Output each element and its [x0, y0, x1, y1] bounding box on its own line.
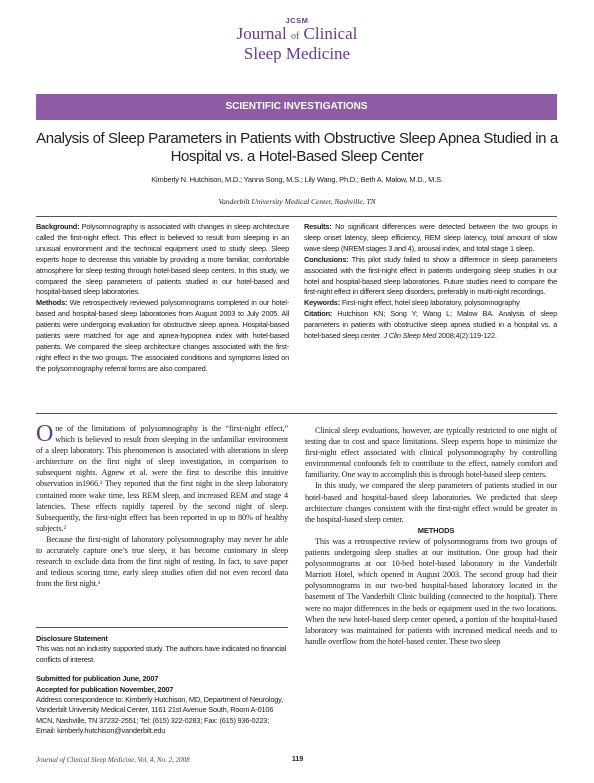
affiliation: Vanderbilt University Medical Center, Nashville, TN [218, 197, 376, 206]
intro-paragraph-4: In this study, we compared the sleep parameters of patients studied in our hotel-based and hospital-based sleep laboratories. We predicted that sleep architecture changes consistent with the first-night effect would be greater in the hospital-based sleep center. [305, 481, 557, 524]
abstract-right-column [304, 222, 557, 342]
section-banner: SCIENTIFIC INVESTIGATIONS [36, 94, 557, 120]
abstract-methods: Methods: We retrospectively reviewed polysomnograms completed in our hotel-based and hospital-based sleep laboratories from August 2003 to July 2005. All patients were undergoing evaluation for obstructive sleep apnea. Hospital-based patients were matched for age and apnea-hypopnea index with hotel-based patients. We compared the sleep architecture changes associated with the first-night effect in the two groups. The associated conditions and symptoms listed on the polysomnography referral forms are also compared. [36, 298, 289, 373]
submission-info [36, 674, 288, 736]
submitted-date: Submitted for publication June, 2007 [36, 674, 159, 684]
correspondence-address: Address correspondence to: Kimberly Hutchison, MD, Department of Neurology, Vanderbilt University Medical Center, 1161 21st Avenue South, Room A-0106 MCN, Nashville, TN 37232-2551; Tel: (615) 322-0283; Fax: (615) 936-0223; Email: kimberly.hutchison@vanderbilt.edu [36, 695, 283, 736]
abstract-results: Results: No significant differences were detected between the two groups in sleep onset latency, sleep efficiency, REM sleep latency, total amount of slow wave sleep (NREM stages 3 and 4), arousal index, and total stage 1 sleep. [304, 222, 557, 253]
author-list: Kimberly N. Hutchison, M.D.; Yanna Song, M.S.; Lily Wang, Ph.D.; Beth A. Malow, M.D., M.S. [151, 175, 443, 184]
abstract-background: Background: Polysomnography is associated with changes in sleep architecture called the first-night effect. This effect is believed to result from sleeping in an unusual environment and the technical equipment used to study sleep. Sleep experts hope to decrease this variable by providing a more familiar, comfortable atmosphere for sleep testing through hotel-based sleep centers. In this study, we compared the sleep parameters of patients studied in our hotel-based and hospital-based sleep laboratories. [36, 222, 289, 297]
journal-masthead [0, 16, 594, 62]
methods-paragraph-1: This was a retrospective review of polysomnograms from two groups of patients undergoing sleep studies at our institution. One group had their polysomnograms at our 10-bed hotel-based laboratory in the Vanderbilt Marriott Hotel, which opened in August 2003. The second group had their polysomnograms in our two-bed hospital-based laboratory located in the basement of The Vanderbilt Clinic building (connected to the hospital). There were no major differences in the beds or equipment used in the two locations. When the new hotel-based sleep center opened, a portion of the hospital-based laboratory was maintained for patients with increased medical needs and to handle overflow from the hotel-based center. These two sleep [305, 536, 557, 646]
methods-heading: METHODS [417, 525, 455, 535]
abstract-citation: Citation: Hutchison KN; Song Y; Wang L; Malow BA. Analysis of sleep parameters in patients with obstructive sleep apnea studied in a hospital vs. a hotel-based sleep center. J Clin Sleep Med 2008;4(2):119-122. [304, 309, 557, 341]
body-left-column [36, 423, 288, 589]
journal-name-line2: Sleep Medicine [243, 44, 351, 63]
accepted-date: Accepted for publication November, 2007 [36, 684, 174, 694]
abstract-conclusions: Conclusions: This pilot study failed to show a difference in sleep parameters associated with the first-night effect in patients undergoing sleep studies in our hotel and hospital-based sleep laboratories. Future studies need to compare the first-night effect in different sleep disorders, preferably in multi-night recordings. [304, 254, 557, 297]
intro-paragraph-2: Because the first-night of laboratory polysomnography may never be able to accurately capture one’s true sleep, it has become customary in sleep research to exclude data from the first night of testing. In fact, to save paper and tedious scoring time, early sleep studies often did not even record data from the first night.¹ [36, 534, 288, 589]
disclosure-block [36, 627, 288, 737]
intro-paragraph-1: One of the limitations of polysomnography is the “first-night effect,” which is believed to result from sleeping in the unfamiliar environment of a sleep laboratory. This phenomenon is associated with alterations in sleep architecture on the first night of sleep investigation, in comparison to subsequent nights. Agnew et al. were the first to describe this intuitive observation in1966.¹ They reported that the first night in the sleep laboratory contained more wake time, less REM sleep, and increased REM and stage 4 latencies. These effects rapidly tapered by the second night of sleep. Subsequently, the first-night effect has been reported in up to 80% of healthy subjects.² [36, 421, 288, 533]
journal-abbreviation: JCSM [285, 16, 309, 25]
disclosure-text: This was not an industry supported study. The authors have indicated no financial conflicts of interest. [36, 644, 287, 664]
body-right-column [305, 425, 557, 647]
footer-journal-citation: Journal of Clinical Sleep Medicine, Vol. 4, No. 2, 2008 [36, 756, 190, 764]
abstract-box [36, 216, 557, 414]
disclosure-heading: Disclosure Statement [36, 634, 108, 643]
drop-cap: O [36, 421, 54, 447]
page-number: 119 [292, 756, 304, 763]
intro-paragraph-3: Clinical sleep evaluations, however, are typically restricted to one night of testing due to cost and space limitations. Sleep experts hope to minimize the first-night effect associated with clinical polysomnography by controlling environmental confounds felt to contribute to the effect, namely comfort and familiarity. One way to accomplish this is through hotel-based sleep centers. [305, 426, 557, 480]
journal-name-line1: Journal of Clinical [236, 24, 358, 43]
abstract-left-column [36, 222, 289, 375]
abstract-keywords: Keywords: First-night effect, hotel sleep laboratory, polysomnography [304, 298, 520, 308]
article-title: Analysis of Sleep Parameters in Patients with Obstructive Sleep Apnea Studied in a Hospital vs. a Hotel-Based Sleep Center [36, 130, 558, 165]
